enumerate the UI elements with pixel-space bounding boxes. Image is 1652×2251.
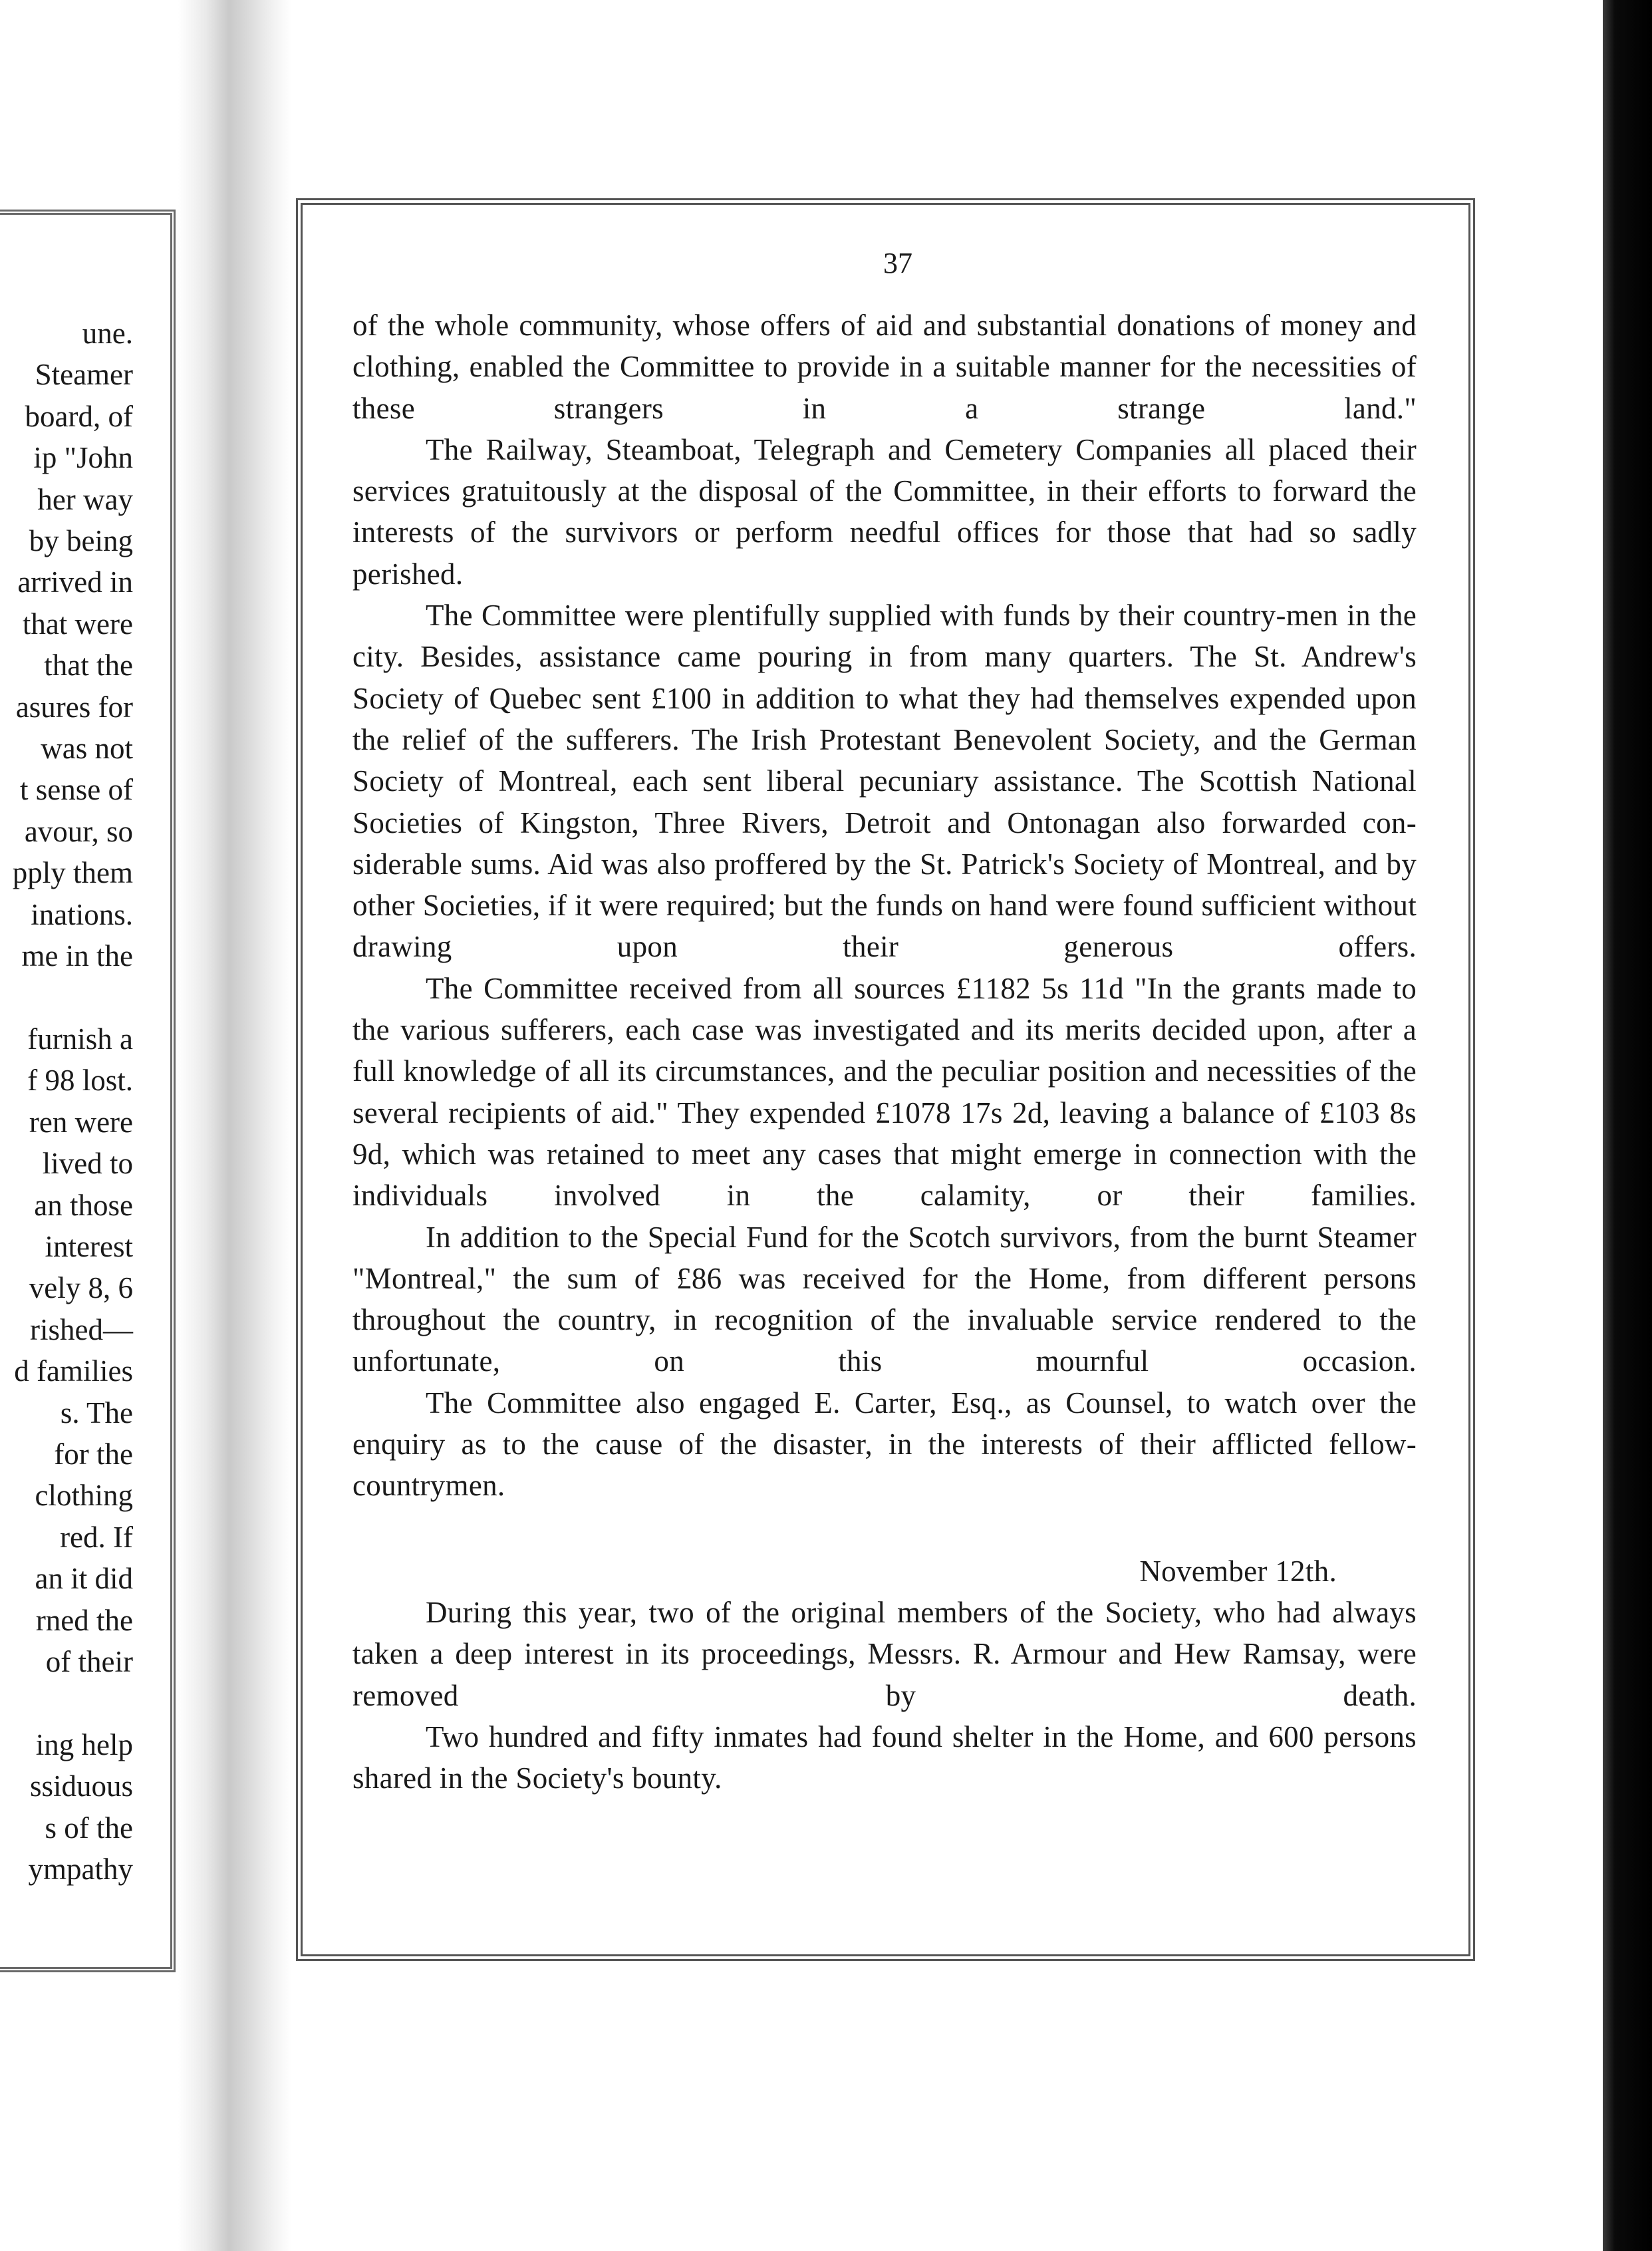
left-fragment-line: ren were (29, 1105, 133, 1139)
left-fragment-line: interest (45, 1229, 133, 1263)
left-fragment-line: s. The (60, 1396, 133, 1429)
paragraph-inmates: Two hundred and fifty inmates had found shelter in the Home, and 600 persons shared in the Society's bounty. (352, 1720, 1417, 1795)
left-fragment-line: an it did (35, 1562, 133, 1596)
left-fragment-line: clothing (35, 1479, 133, 1513)
paragraph-railway: The Railway, Steamboat, Telegraph and Cemetery Companies all placed their services gratuitously at the disposal of the Committee, in their efforts to forward the interests of the survivors or perform needful offices for those that had so sadly perished. (352, 432, 1417, 591)
left-fragment-line: me in the (21, 939, 133, 973)
left-fragment-line: an those (34, 1188, 133, 1222)
paragraph-sources: The Committee received from all sources £1182 5s 11d "In the grants made to the various sufferers, each case was investigated and its merits decided upon, after a full knowledge of all its circumstances, and the peculiar position and necessities of the several recipients of aid." They expended £1078 17s 2d, leaving a balance of £103 8s 9d, which was retained to meet any cases that might emerge in connection with the individuals involved in the calamity, or their families. (352, 971, 1417, 1213)
left-fragment-line: red. If (60, 1520, 133, 1554)
left-fragment-line: pply them (12, 856, 133, 890)
left-fragment-line: rned the (35, 1603, 133, 1637)
left-fragment-line: d families (14, 1354, 133, 1388)
left-fragment-line: that the (44, 649, 133, 682)
page-number: 37 (883, 247, 912, 279)
left-fragment-line: f 98 lost. (27, 1064, 133, 1098)
left-fragment-line: was not (41, 732, 133, 766)
left-fragment-line: board, of (25, 399, 133, 433)
left-fragment-line: avour, so (24, 814, 133, 848)
left-fragment-line: une. (82, 317, 133, 350)
left-fragment-line: lived to (42, 1147, 133, 1181)
paragraph-members: During this year, two of the original members of the Society, who had always taken a deep interest in its proceedings, Messrs. R. Armour and Hew Ramsay, were removed by death. (352, 1595, 1417, 1712)
left-fragment-line: furnish a (27, 1022, 133, 1056)
left-fragment-line: for the (54, 1437, 133, 1471)
page-body (352, 305, 1417, 1799)
left-fragment-line (0, 1682, 133, 1724)
left-fragment-line: Steamer (35, 358, 133, 392)
paragraph-special-fund: In addition to the Special Fund for the Scotch survivors, from the burnt Steamer "Montreal," the sum of £86 was received for the Home, from different persons throughout the country, in recognition of the invaluable service rendered to the unfortunate, on this mournful occasion. (352, 1220, 1417, 1378)
left-fragment-line: ympathy (28, 1853, 133, 1886)
scanner-black-edge (1603, 0, 1652, 2251)
left-fragment-line: rished— (30, 1312, 133, 1346)
left-fragment-line: of their (45, 1645, 133, 1678)
left-fragment-line: ip "John (33, 441, 133, 475)
left-fragment-line: that were (22, 607, 133, 641)
left-fragment-line: inations. (31, 897, 133, 931)
left-fragment-line: asures for (15, 690, 133, 724)
left-fragment-line (0, 977, 133, 1018)
left-fragment-line: ing help (35, 1727, 133, 1761)
book-gutter-shadow (178, 0, 291, 2251)
date-heading: November 12th. (1139, 1554, 1337, 1588)
left-fragment-line: t sense of (20, 773, 133, 807)
left-fragment-line: by being (29, 524, 133, 558)
left-fragment-line: her way (37, 482, 133, 516)
left-fragment-line: arrived in (17, 565, 133, 599)
left-fragment-line: vely 8, 6 (29, 1271, 133, 1305)
paragraph-counsel: The Committee also engaged E. Carter, Esq., as Counsel, to watch over the enquiry as to the cause of the disaster, in the interests of their afflicted fellow-countrymen. (352, 1386, 1417, 1503)
left-fragment-line: s of the (45, 1811, 133, 1845)
left-fragment-line: ssiduous (29, 1769, 133, 1803)
paragraph-funds: The Committee were plentifully supplied with funds by their country-men in the city. Besides, assistance came pouring in from many quarters. The St. Andrew's Society of Quebec sent £100 in addition to what they had themselves expended upon the relief of the sufferers. The Irish Protestant Benevolent Society, and the German Society of Montreal, each sent liberal pecuniary assistance. The Scottish National Societies of Kingston, Three Rivers, Detroit and Ontonagan also forwarded con-siderable sums. Aid was also proffered by the St. Patrick's Society of Montreal, and by other Societies, if it were required; but the funds on hand were found sufficient without drawing upon their generous offers. (352, 599, 1417, 964)
paragraph-continuation: of the whole community, whose offers of aid and substantial donations of money and clothing, enabled the Committee to provide in a suitable manner for the necessities of these strangers in a strange land." (352, 309, 1417, 425)
left-page-fragment-text (0, 313, 133, 1890)
